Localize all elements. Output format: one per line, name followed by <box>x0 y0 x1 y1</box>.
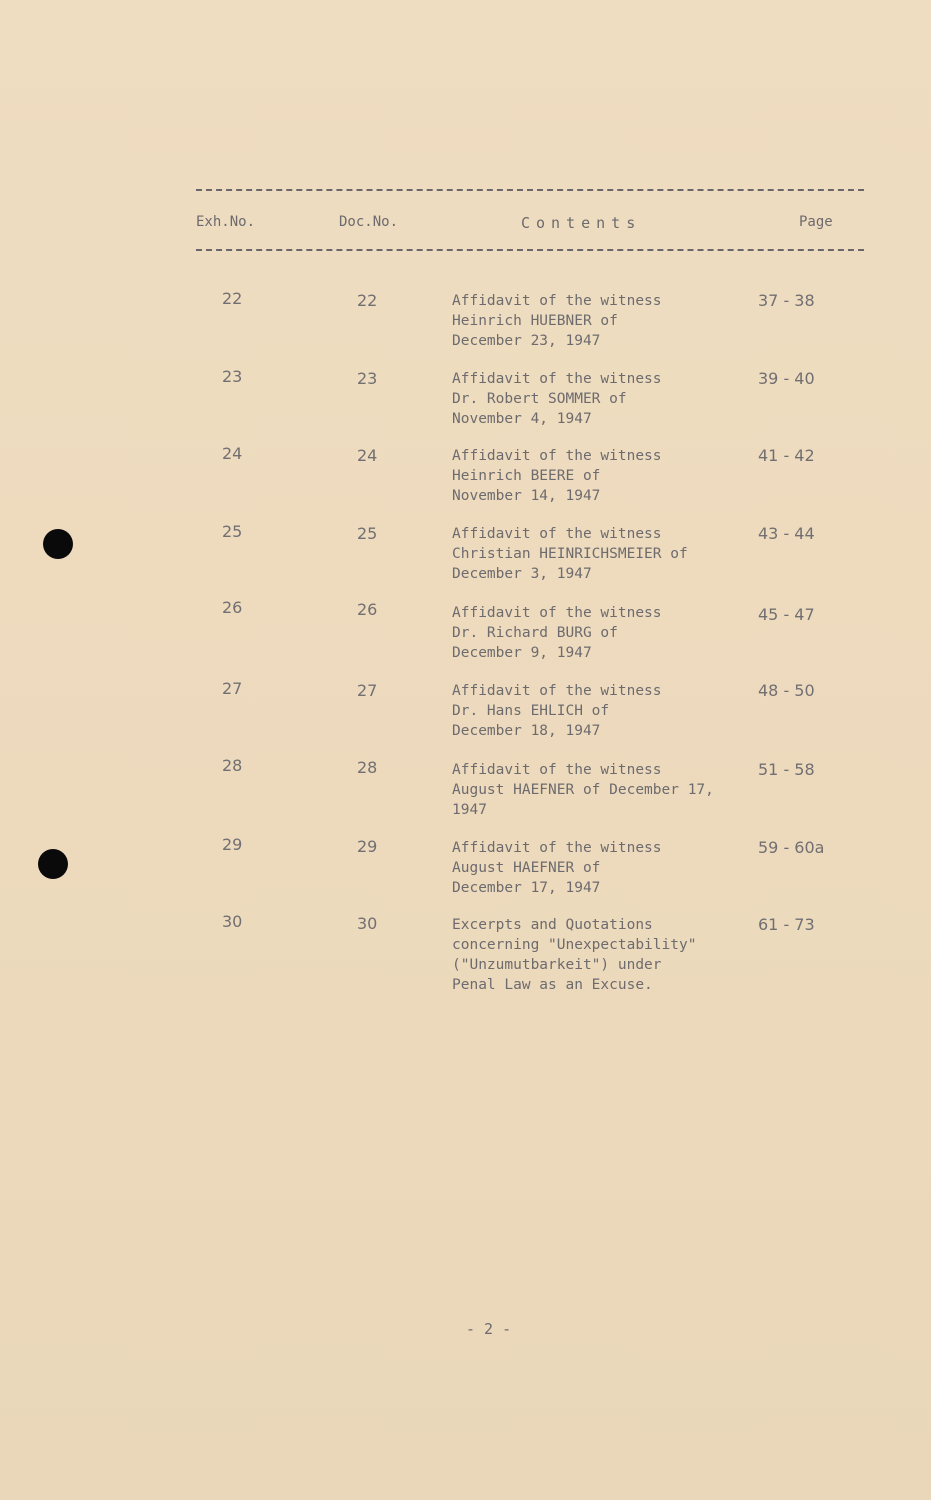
contents-line: Affidavit of the witness <box>452 371 662 387</box>
page-range: 43 - 44 <box>758 524 815 543</box>
document-number: 29 <box>357 837 378 856</box>
document-number: 27 <box>357 681 378 700</box>
contents-line: ("Unzumutbarkeit") under <box>452 957 662 973</box>
exhibit-number: 24 <box>222 444 243 463</box>
contents-line: 1947 <box>452 802 487 818</box>
contents-cell <box>452 446 752 506</box>
document-number: 22 <box>357 291 378 310</box>
contents-cell <box>452 681 752 741</box>
contents-line: August HAEFNER of <box>452 860 601 876</box>
contents-line: Affidavit of the witness <box>452 762 662 778</box>
contents-line: Affidavit of the witness <box>452 605 662 621</box>
contents-line: November 4, 1947 <box>452 411 592 427</box>
page-range: 51 - 58 <box>758 760 815 779</box>
contents-cell <box>452 603 752 663</box>
contents-line: Affidavit of the witness <box>452 526 662 542</box>
exhibit-number: 23 <box>222 367 243 386</box>
contents-line: Affidavit of the witness <box>452 293 662 309</box>
document-number: 26 <box>357 600 378 619</box>
contents-line: Dr. Richard BURG of <box>452 625 618 641</box>
contents-line: Affidavit of the witness <box>452 448 662 464</box>
page-range: 59 - 60a <box>758 838 825 857</box>
header-bottom-rule <box>196 249 864 251</box>
exhibit-number: 28 <box>222 756 243 775</box>
contents-line: Dr. Hans EHLICH of <box>452 703 610 719</box>
contents-cell <box>452 291 752 351</box>
contents-line: Penal Law as an Excuse. <box>452 977 653 993</box>
contents-line: concerning "Unexpectability" <box>452 937 697 953</box>
contents-cell <box>452 760 752 820</box>
contents-line: December 9, 1947 <box>452 645 592 661</box>
page-range: 41 - 42 <box>758 446 815 465</box>
contents-line: December 17, 1947 <box>452 880 601 896</box>
contents-line: August HAEFNER of December 17, <box>452 782 714 798</box>
page-range: 37 - 38 <box>758 291 815 310</box>
document-number: 24 <box>357 446 378 465</box>
contents-cell <box>452 524 752 584</box>
contents-line: Heinrich BEERE of <box>452 468 601 484</box>
contents-line: Excerpts and Quotations <box>452 917 653 933</box>
contents-cell <box>452 838 752 898</box>
contents-line: Christian HEINRICHSMEIER of <box>452 546 688 562</box>
contents-line: Heinrich HUEBNER of <box>452 313 618 329</box>
contents-cell <box>452 915 752 995</box>
contents-line: Dr. Robert SOMMER of <box>452 391 627 407</box>
contents-line: December 23, 1947 <box>452 333 601 349</box>
header-top-rule <box>196 189 864 191</box>
page-range: 45 - 47 <box>758 605 815 624</box>
punch-hole <box>38 849 68 879</box>
page-range: 48 - 50 <box>758 681 815 700</box>
contents-line: December 18, 1947 <box>452 723 601 739</box>
page-range: 61 - 73 <box>758 915 815 934</box>
exhibit-number: 22 <box>222 289 243 308</box>
contents-cell <box>452 369 752 429</box>
document-number: 30 <box>357 914 378 933</box>
contents-line: November 14, 1947 <box>452 488 601 504</box>
column-header-page: Page <box>799 214 833 230</box>
exhibit-number: 29 <box>222 835 243 854</box>
exhibit-number: 25 <box>222 522 243 541</box>
exhibit-number: 26 <box>222 598 243 617</box>
document-number: 23 <box>357 369 378 388</box>
column-header-contents: Contents <box>521 214 642 232</box>
exhibit-number: 27 <box>222 679 243 698</box>
punch-hole <box>43 529 73 559</box>
document-number: 25 <box>357 524 378 543</box>
page-number: - 2 - <box>466 1320 512 1338</box>
page-range: 39 - 40 <box>758 369 815 388</box>
contents-line: Affidavit of the witness <box>452 683 662 699</box>
column-header-exh-no: Exh.No. <box>196 214 256 230</box>
contents-line: December 3, 1947 <box>452 566 592 582</box>
contents-line: Affidavit of the witness <box>452 840 662 856</box>
document-number: 28 <box>357 758 378 777</box>
column-header-doc-no: Doc.No. <box>339 214 399 230</box>
exhibit-number: 30 <box>222 912 243 931</box>
